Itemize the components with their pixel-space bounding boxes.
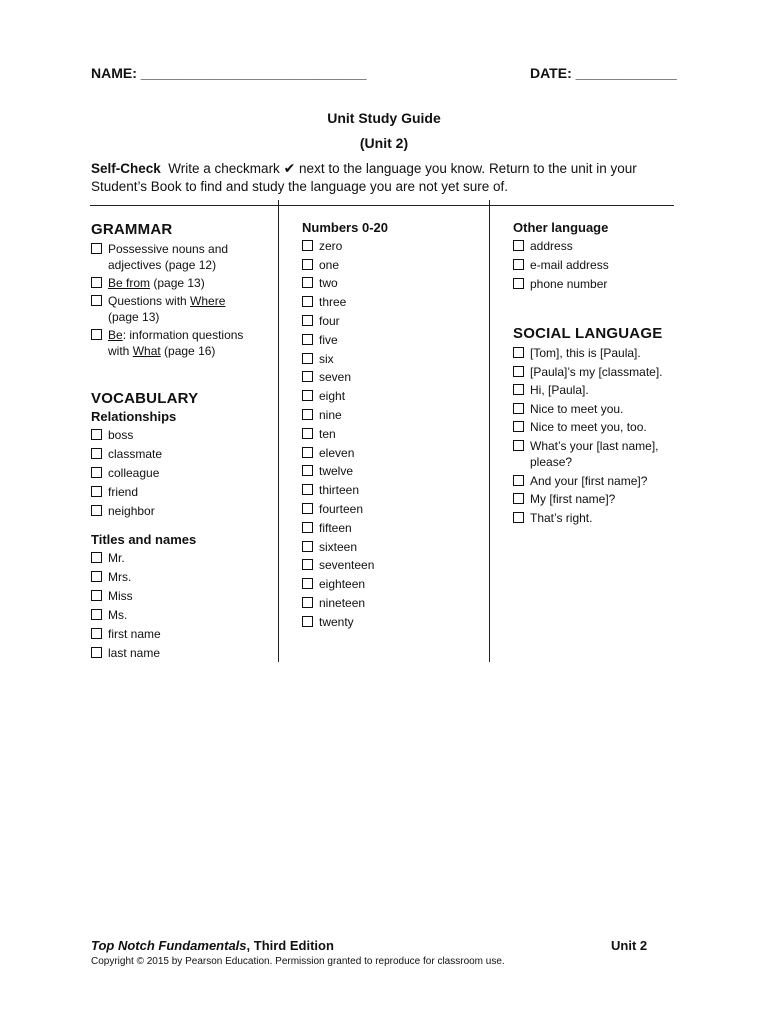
- item-text: Miss: [108, 589, 133, 603]
- checkbox-icon[interactable]: [91, 590, 102, 601]
- checkbox-icon[interactable]: [302, 315, 313, 326]
- item-text: Questions with: [108, 294, 191, 308]
- item-underlined: What: [132, 344, 161, 358]
- relationships-list: [91, 427, 271, 519]
- checkbox-icon[interactable]: [91, 647, 102, 658]
- social-language-heading: SOCIAL LANGUAGE: [513, 325, 663, 342]
- item-text: three: [319, 295, 347, 310]
- checkbox-icon[interactable]: [302, 597, 313, 608]
- grammar-item-possessives: [91, 241, 271, 273]
- item-text: Nice to meet you, too.: [530, 420, 647, 435]
- checkbox-icon[interactable]: [302, 578, 313, 589]
- item-text: address: [530, 239, 573, 253]
- list-item: [302, 520, 482, 536]
- checkbox-icon[interactable]: [513, 278, 524, 289]
- item-text: Nice to meet you.: [530, 401, 624, 416]
- list-item: [513, 419, 683, 435]
- other-language-heading: Other language: [513, 220, 609, 235]
- checkbox-icon[interactable]: [513, 259, 524, 270]
- checkbox-icon[interactable]: [513, 403, 524, 414]
- item-text-line2: please?: [530, 454, 573, 469]
- item-text: That’s right.: [530, 510, 593, 525]
- checkbox-icon[interactable]: [91, 329, 102, 340]
- list-item: [513, 364, 683, 380]
- social-language-list: [513, 345, 683, 526]
- list-item: [302, 576, 482, 592]
- item-text: nine: [319, 407, 342, 422]
- checkbox-icon[interactable]: [91, 429, 102, 440]
- list-item: [302, 482, 482, 498]
- item-text: ten: [319, 426, 336, 441]
- checkbox-icon[interactable]: [91, 571, 102, 582]
- item-text: [Tom], this is [Paula].: [530, 346, 641, 360]
- item-text: fifteen: [319, 520, 352, 535]
- grammar-section: [91, 221, 271, 359]
- checkbox-icon[interactable]: [302, 447, 313, 458]
- checkbox-icon[interactable]: [513, 347, 524, 358]
- item-text: last name: [108, 646, 161, 660]
- checkbox-icon[interactable]: [302, 484, 313, 495]
- grammar-heading: GRAMMAR: [91, 221, 173, 238]
- checkbox-icon[interactable]: [91, 609, 102, 620]
- self-check-text-after: next to the language you know. Return to the unit in your Student’s Book to find and study the language you are not yet sure of.: [91, 161, 637, 194]
- item-underlined: Be from: [108, 276, 151, 290]
- item-text: zero: [319, 238, 343, 253]
- list-item: [513, 401, 683, 417]
- list-item: [302, 539, 482, 555]
- item-underlined: Where: [190, 294, 226, 308]
- numbers-heading: Numbers 0-20: [302, 220, 388, 235]
- checkbox-icon[interactable]: [302, 541, 313, 552]
- list-item: [302, 369, 482, 385]
- checkbox-icon[interactable]: [302, 559, 313, 570]
- list-item: [302, 275, 482, 291]
- item-text: six: [319, 351, 334, 366]
- checkbox-icon[interactable]: [302, 428, 313, 439]
- titles-heading: Titles and names: [91, 532, 197, 547]
- checkbox-icon[interactable]: [91, 295, 102, 306]
- column-divider-1: [278, 200, 279, 662]
- item-text-line2: adjectives (page 12): [108, 258, 217, 272]
- checkbox-icon[interactable]: [302, 259, 313, 270]
- numbers-section: [302, 220, 482, 630]
- list-item: [302, 313, 482, 329]
- page-subtitle: (Unit 2): [359, 135, 409, 151]
- list-item: [302, 501, 482, 517]
- list-item: [302, 463, 482, 479]
- list-item: [513, 473, 683, 489]
- item-text: nineteen: [319, 595, 366, 610]
- checkbox-icon[interactable]: [302, 409, 313, 420]
- item-text: (page 16): [160, 344, 216, 358]
- list-item: [302, 257, 482, 273]
- column-divider-2: [489, 200, 490, 662]
- checkbox-icon[interactable]: [513, 440, 524, 451]
- list-item: [91, 484, 271, 500]
- item-text: e-mail address: [530, 258, 609, 272]
- list-item: [91, 645, 271, 661]
- list-item: [513, 276, 683, 292]
- checkbox-icon[interactable]: [513, 384, 524, 395]
- titles-list: [91, 550, 271, 661]
- list-item: [91, 588, 271, 604]
- item-text: colleague: [108, 466, 160, 480]
- list-item: [302, 557, 482, 573]
- vocabulary-section: [91, 390, 271, 661]
- checkbox-icon[interactable]: [91, 486, 102, 497]
- checkmark-icon: ✔: [283, 160, 296, 176]
- item-text: twenty: [319, 614, 354, 629]
- checkbox-icon[interactable]: [91, 505, 102, 516]
- checkbox-icon[interactable]: [302, 353, 313, 364]
- checkbox-icon[interactable]: [302, 296, 313, 307]
- grammar-item-be-info: [91, 327, 271, 359]
- item-text: My [first name]?: [530, 492, 616, 507]
- list-item: [91, 607, 271, 623]
- item-text: with: [108, 344, 133, 358]
- name-label: NAME: _____________________________: [91, 65, 367, 81]
- list-item: [91, 550, 271, 566]
- list-item: [302, 294, 482, 310]
- item-text: two: [319, 276, 338, 291]
- checkbox-icon[interactable]: [91, 243, 102, 254]
- list-item: [302, 388, 482, 404]
- item-text: boss: [108, 428, 134, 442]
- item-underlined: Be: [108, 328, 123, 342]
- checkbox-icon[interactable]: [513, 512, 524, 523]
- list-item: [513, 510, 683, 526]
- list-item: [513, 238, 683, 254]
- page-title: Unit Study Guide: [327, 110, 441, 126]
- checkbox-icon[interactable]: [91, 628, 102, 639]
- other-language-section: [513, 220, 683, 292]
- item-text: friend: [108, 485, 139, 499]
- checkbox-icon[interactable]: [302, 240, 313, 251]
- self-check-text-before: Write a checkmark: [160, 161, 284, 176]
- item-text-line2: (page 13): [108, 310, 160, 324]
- checkbox-icon[interactable]: [91, 552, 102, 563]
- self-check-label: Self-Check: [91, 161, 161, 176]
- checkbox-icon[interactable]: [302, 334, 313, 345]
- item-text: What’s your [last name],: [530, 438, 659, 453]
- checkbox-icon[interactable]: [513, 493, 524, 504]
- list-item: [513, 438, 683, 470]
- item-text: four: [319, 313, 340, 328]
- checkbox-icon[interactable]: [91, 277, 102, 288]
- item-text: And your [first name]?: [530, 473, 648, 488]
- self-check-instructions: [91, 159, 681, 196]
- checkbox-icon[interactable]: [302, 277, 313, 288]
- social-language-section: [513, 325, 683, 526]
- item-text: Hi, [Paula].: [530, 383, 589, 398]
- item-text: seventeen: [319, 558, 375, 573]
- list-item: [302, 445, 482, 461]
- item-text: neighbor: [108, 504, 155, 518]
- item-text: twelve: [319, 464, 354, 479]
- numbers-list: [302, 238, 482, 630]
- checkbox-icon[interactable]: [302, 522, 313, 533]
- item-text: Mr.: [108, 551, 125, 565]
- footer-unit: Unit 2: [611, 938, 648, 953]
- item-text: eleven: [319, 445, 355, 460]
- vocabulary-heading: VOCABULARY: [91, 390, 199, 407]
- item-text: : information questions: [122, 328, 244, 342]
- list-item: [302, 332, 482, 348]
- list-item: [91, 626, 271, 642]
- checkbox-icon[interactable]: [513, 240, 524, 251]
- checkbox-icon[interactable]: [513, 475, 524, 486]
- item-text: first name: [108, 627, 161, 641]
- item-text: seven: [319, 370, 352, 385]
- checkbox-icon[interactable]: [302, 465, 313, 476]
- item-text: eighteen: [319, 577, 366, 592]
- list-item: [513, 491, 683, 507]
- footer-book-title: [91, 938, 334, 953]
- item-text: eight: [319, 389, 346, 404]
- item-text: one: [319, 257, 340, 272]
- checkbox-icon[interactable]: [302, 616, 313, 627]
- grammar-item-where: [91, 293, 271, 325]
- item-text: (page 13): [150, 276, 205, 290]
- list-item: [91, 465, 271, 481]
- item-text: [Paula]’s my [classmate].: [530, 364, 663, 379]
- list-item: [91, 427, 271, 443]
- list-item: [513, 345, 683, 361]
- item-text: Mrs.: [108, 570, 132, 584]
- list-item: [302, 426, 482, 442]
- list-item: [513, 257, 683, 273]
- relationships-heading: Relationships: [91, 409, 177, 424]
- grammar-item-be-from: [91, 275, 271, 291]
- list-item: [302, 238, 482, 254]
- item-text: thirteen: [319, 483, 360, 498]
- item-text: five: [319, 332, 338, 347]
- item-text: Ms.: [108, 608, 128, 622]
- item-text: sixteen: [319, 539, 358, 554]
- footer-copyright: Copyright © 2015 by Pearson Education. Permission granted to reproduce for classroom use.: [91, 956, 505, 967]
- list-item: [302, 407, 482, 423]
- item-text: Possessive nouns and: [108, 242, 229, 256]
- list-item: [91, 446, 271, 462]
- checkbox-icon[interactable]: [513, 421, 524, 432]
- date-label: DATE: _____________: [530, 65, 677, 81]
- checkbox-icon[interactable]: [513, 366, 524, 377]
- list-item: [513, 382, 683, 398]
- checkbox-icon[interactable]: [302, 503, 313, 514]
- checkbox-icon[interactable]: [91, 467, 102, 478]
- list-item: [91, 503, 271, 519]
- checkbox-icon[interactable]: [302, 390, 313, 401]
- list-item: [91, 569, 271, 585]
- book-title: Top Notch Fundamentals: [91, 938, 247, 953]
- checkbox-icon[interactable]: [302, 371, 313, 382]
- checkbox-icon[interactable]: [91, 448, 102, 459]
- list-item: [302, 614, 482, 630]
- other-language-list: [513, 238, 683, 292]
- list-item: [302, 595, 482, 611]
- item-text: classmate: [108, 447, 163, 461]
- item-text: fourteen: [319, 501, 364, 516]
- book-edition: , Third Edition: [246, 938, 334, 953]
- horizontal-divider: [90, 205, 674, 206]
- item-text: phone number: [530, 277, 608, 291]
- list-item: [302, 351, 482, 367]
